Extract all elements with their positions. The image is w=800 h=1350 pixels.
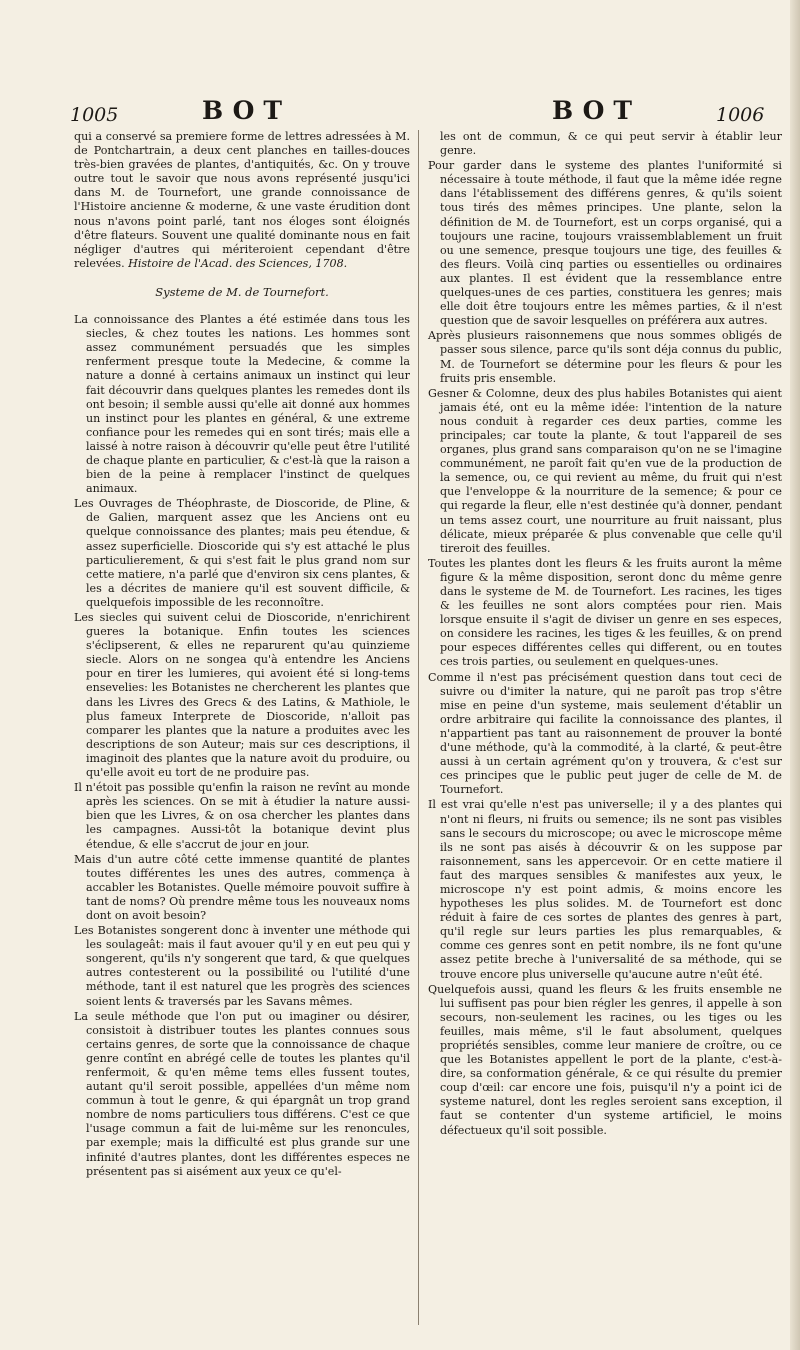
left-column [74,130,410,1179]
page-edge [790,0,800,1350]
right-running-head: BOT [552,96,641,125]
paragraph: Pour garder dans le systeme des plantes l'uniformité si nécessaire à toute méthode, il faut que la même idée regne dans l'établissement des différens genres, & qu'ils soient tous tirés des mêmes principes. Une plante, selon la définition de M. de Tournefort, est un corps organisé, qui a toujours une racine, toujours vraissemblablement un fruit ou une semence, presque toujours une tige, des feuilles & des fleurs. Voilà cinq parties ou essentielles ou ordinaires aux plantes. Il est évident que la ressemblance entre quelques-unes de ces parties, constituera les genres; mais elle doit être toujours entre les mêmes parties, & il n'est question que de savoir lesquelles on préférera aux autres. [428,159,782,328]
paragraph: les ont de commun, & ce qui peut servir à établir leur genre. [440,130,782,158]
column-divider [418,130,419,1325]
paragraph: La seule méthode que l'on put ou imaginer ou désirer, consistoit à distribuer toutes les plantes connues sous certains genres, de sorte que la connoissance de chaque genre contînt en abrégé celle de toutes les plantes qu'il renfermoit, & qu'en même tems elles fussent toutes, autant qu'il seroit possible, appellées d'un même nom commun à tout le genre, & qui épargnât un trop grand nombre de noms particuliers tous différens. C'est ce que l'usage commun a fait de lui-même sur les renoncules, par exemple; mais la difficulté est plus grande sur une infinité d'autres plantes, dont les différentes especes ne présentent pas si aisément aux yeux ce qu'el- [74,1009,410,1178]
paragraph: Toutes les plantes dont les fleurs & les fruits auront la même figure & la même disposition, seront donc du même genre dans le systeme de M. de Tournefort. Les racines, les tiges & les feuilles ne sont alors comptées pour rien. Mais lorsque ensuite il s'agit de diviser un genre en ses especes, on considere les racines, les tiges & les feuilles, & on prend pour especes différentes celles qui different, ou en toutes ces trois parties, ou seulement en quelques-unes. [428,556,782,669]
left-running-head: BOT [202,96,291,125]
paragraph: Gesner & Colomne, deux des plus habiles Botanistes qui aient jamais été, ont eu la même idée: l'intention de la nature nous conduit à regarder ces deux parties, comme les principales; car toute la plante, & tout l'appareil de ses organes, plus grand sans comparaison qu'on ne se l'imagine communément, ne paroît fait qu'en vue de la production de la semence, ou, ce qui revient au même, du fruit qui n'est que l'enveloppe & la nourriture de la semence; & pour ce qui regarde la fleur, elle n'est destinée qu'à donner, pendant un tems assez court, une nourriture au fruit naissant, plus délicate, mieux préparée & plus convenable que celle qu'il tireroit des feuilles. [428,386,782,555]
paragraph: Mais d'un autre côté cette immense quantité de plantes toutes différentes les unes des autres, commença à accabler les Botanistes. Quelle mémoire pouvoit suffire à tant de noms? Où prendre même tous les nouveaux noms dont on avoit besoin? [74,852,410,922]
right-column [428,130,782,1138]
paragraph: La connoissance des Plantes a été estimée dans tous les siecles, & chez toutes les nations. Les hommes sont assez communément persuadés que les simples renferment presque toute la Medecine, & comme la nature a donné à certains animaux un instinct qui leur fait découvrir dans quelques plantes les remedes dont ils ont besoin; il semble aussi qu'elle ait donné aux hommes un instinct pour les plantes en général, & une extreme confiance pour les remedes qui en sont tirés; mais elle a laissé à notre raison à découvrir qu'elle peut être l'utilité de chaque plante en particulier, & c'est-là que la raison a bien de la peine à remplacer l'instinct de quelques animaux. [74,313,410,496]
citation: Histoire de l'Acad. des Sciences, 1708. [128,256,348,270]
paragraph: qui a conservé sa premiere forme de lettres adressées à M. de Pontchartrain, a deux cent planches en tailles-douces très-bien gravées de plantes, d'antiquités, &c. On y trouve outre tout le savoir que nous avons représenté jusqu'ici dans M. de Tournefort, une grande connoissance de l'Histoire ancienne & moderne, & une vaste érudition dont nous n'avons point parlé, tant nos éloges sont éloignés d'être flateurs. Souvent une qualité dominante nous en fait négliger d'autres qui mériteroient cependant d'être relevées. Histoire de l'Acad. des Sciences, 1708. [74,130,410,270]
paragraph: Les Botanistes songerent donc à inventer une méthode qui les soulageât: mais il faut avouer qu'il y en eut peu qui y songerent, qu'ils n'y songerent que tard, & que quelques autres contesterent ou la possibilité ou l'utilité d'une méthode, tant il est naturel que les progrès des sciences soient lents & traversés par les Savans mêmes. [74,924,410,1008]
left-page-number: 1005 [70,104,119,126]
right-page-number: 1006 [716,104,765,126]
paragraph: Il est vrai qu'elle n'est pas universelle; il y a des plantes qui n'ont ni fleurs, ni fruits ou semence; ils ne sont pas visibles sans le secours du microscope; ou avec le microscope même ils ne sont pas aisés à découvrir & on les suppose par raisonnement, sans les appercevoir. Or en cette matiere il faut des marques sensibles & manifestes aux yeux, le microscope n'y est point admis, & moins encore les hypotheses les plus solides. M. de Tournefort est donc réduit à faire de ces sortes de plantes des genres à part, qu'il regle sur leurs parties les plus remarquables, & comme ces genres sont en petit nombre, ils ne font qu'une assez petite breche à l'universalité de sa méthode, qui se trouve encore plus universelle qu'aucune autre n'eût été. [428,798,782,981]
section-title: Systeme de M. de Tournefort. [155,284,329,299]
paragraph: Après plusieurs raisonnemens que nous sommes obligés de passer sous silence, parce qu'ils sont déja connus du public, M. de Tournefort se détermine pour les fleurs & pour les fruits pris ensemble. [428,329,782,385]
paragraph: Les siecles qui suivent celui de Dioscoride, n'enrichirent gueres la botanique. Enfin toutes les sciences s'éclipserent, & elles ne reparurent qu'au quinzieme siecle. Alors on ne songea qu'à entendre les Anciens pour en tirer les lumieres, qui avoient été si long-tems ensevelies: les Botanistes ne chercherent les plantes que dans les Livres des Grecs & des Latins, & Mathiole, le plus fameux Interprete de Dioscoride, n'alloit pas comparer les plantes que la nature a produites avec les descriptions de son Auteur; mais sur ces descriptions, il imaginoit des plantes que la nature avoit du produire, ou qu'elle avoit eu tort de ne produire pas. [74,611,410,780]
paragraph: Quelquefois aussi, quand les fleurs & les fruits ensemble ne lui suffisent pas pour bien régler les genres, il appelle à son secours, non-seulement les racines, ou les tiges ou les feuilles, mais même, s'il le faut absolument, quelques propriétés sensibles, comme leur maniere de croître, ou ce que les Botanistes appellent le port de la plante, c'est-à-dire, sa conformation générale, & ce qui résulte du premier coup d'œil: car encore une fois, puisqu'il n'y a point ici de systeme naturel, dont les regles seroient sans exception, il faut se contenter d'un systeme artificiel, le moins défectueux qu'il soit possible. [428,982,782,1137]
paragraph: Comme il n'est pas précisément question dans tout ceci de suivre ou d'imiter la nature, qui ne paroît pas trop s'être mise en peine d'un systeme, mais seulement d'établir un ordre arbitraire qui facilite la connoissance des plantes, il n'appartient pas tant au raisonnement de prouver la bonté d'une méthode, qu'à la commodité, à la clarté, & peut-être aussi à un certain agrément qu'on y trouvera, & c'est sur ces principes que le public peut juger de celle de M. de Tournefort. [428,670,782,797]
paragraph: Il n'étoit pas possible qu'enfin la raison ne revînt au monde après les sciences. On se mit à étudier la nature aussi-bien que les Livres, & on osa chercher les plantes dans les campagnes. Aussi-tôt la botanique devint plus étendue, & elle s'accrut de jour en jour. [74,781,410,851]
paragraph: Les Ouvrages de Théophraste, de Dioscoride, de Pline, & de Galien, marquent assez que les Anciens ont eu quelque connoissance des plantes; mais peu étendue, & assez superficielle. Dioscoride qui s'y est attaché le plus particulierement, & qui s'est fait le plus grand nom sur cette matiere, n'a parlé que d'environ six cens plantes, & les a décrites de maniere qu'il est souvent difficile, & quelquefois impossible de les reconnoître. [74,497,410,609]
